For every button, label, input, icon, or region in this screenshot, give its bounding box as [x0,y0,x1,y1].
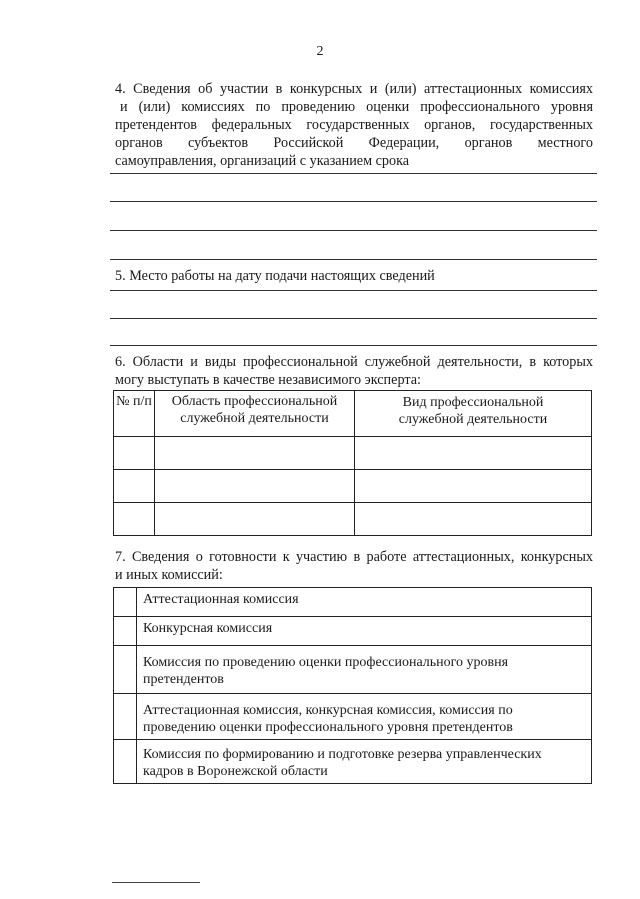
section6-line-1: 6. Области и виды профессиональной служебной деятельности, в которых [115,354,593,370]
section4-blank-line[interactable] [110,201,597,202]
list-item [114,588,592,617]
option-label: Конкурсная комиссия [137,617,592,646]
section4-line-4: органов субъектов Российской Федерации, органов местного [115,135,593,151]
list-item [114,617,592,646]
checkbox-reserve[interactable] [114,740,137,784]
section5-blank-line[interactable] [110,290,597,291]
option-label: Комиссия по проведению оценки профессионального уровня претендентов [137,646,592,694]
footnote-rule [112,882,200,883]
table-row [114,503,592,536]
option-label: Комиссия по формированию и подготовке резерва управленческих кадров в Воронежской области [137,740,592,784]
section5-title: 5. Место работы на дату подачи настоящих сведений [115,268,435,284]
table-row [114,437,592,470]
section7-line-2: и иных комиссий: [115,567,223,583]
table-cell[interactable] [155,503,355,536]
commissions-table [113,587,592,784]
table-cell[interactable] [355,503,592,536]
checkbox-assessment[interactable] [114,646,137,694]
section4-blank-line[interactable] [110,173,597,174]
table-cell[interactable] [114,503,155,536]
section4-line-2: и (или) комиссиях по проведению оценки профессионального уровня [120,99,593,115]
list-item [114,694,592,740]
list-item [114,646,592,694]
section4-line-3: претендентов федеральных государственных органов, государственных [115,117,593,133]
option-label: Аттестационная комиссия, конкурсная комиссия, комиссия по проведению оценки профессионального уровня претендентов [137,694,592,740]
table-cell[interactable] [155,470,355,503]
section4-blank-line[interactable] [110,230,597,231]
checkbox-competition[interactable] [114,617,137,646]
section4-line-5: самоуправления, организаций с указанием срока [115,153,410,169]
table-cell[interactable] [114,437,155,470]
section4-line-1: 4. Сведения об участии в конкурсных и (или) аттестационных комиссиях [115,81,593,97]
column-header-type: Вид профессиональной служебной деятельности [355,391,592,437]
section5-blank-line[interactable] [110,345,597,346]
column-header-area: Область профессиональной служебной деятельности [155,391,355,437]
option-label: Аттестационная комиссия [137,588,592,617]
checkbox-combined[interactable] [114,694,137,740]
expertise-table [113,390,592,536]
list-item [114,740,592,784]
checkbox-attestation[interactable] [114,588,137,617]
section5-blank-line[interactable] [110,318,597,319]
section7-line-1: 7. Сведения о готовности к участию в работе аттестационных, конкурсных [115,549,593,565]
table-cell[interactable] [114,470,155,503]
column-header-number: № п/п [114,391,155,437]
section4-blank-line[interactable] [110,259,597,260]
page-number: 2 [316,44,324,59]
table-cell[interactable] [155,437,355,470]
table-row [114,470,592,503]
table-cell[interactable] [355,470,592,503]
table-cell[interactable] [355,437,592,470]
section6-line-2: могу выступать в качестве независимого эксперта: [115,372,421,388]
